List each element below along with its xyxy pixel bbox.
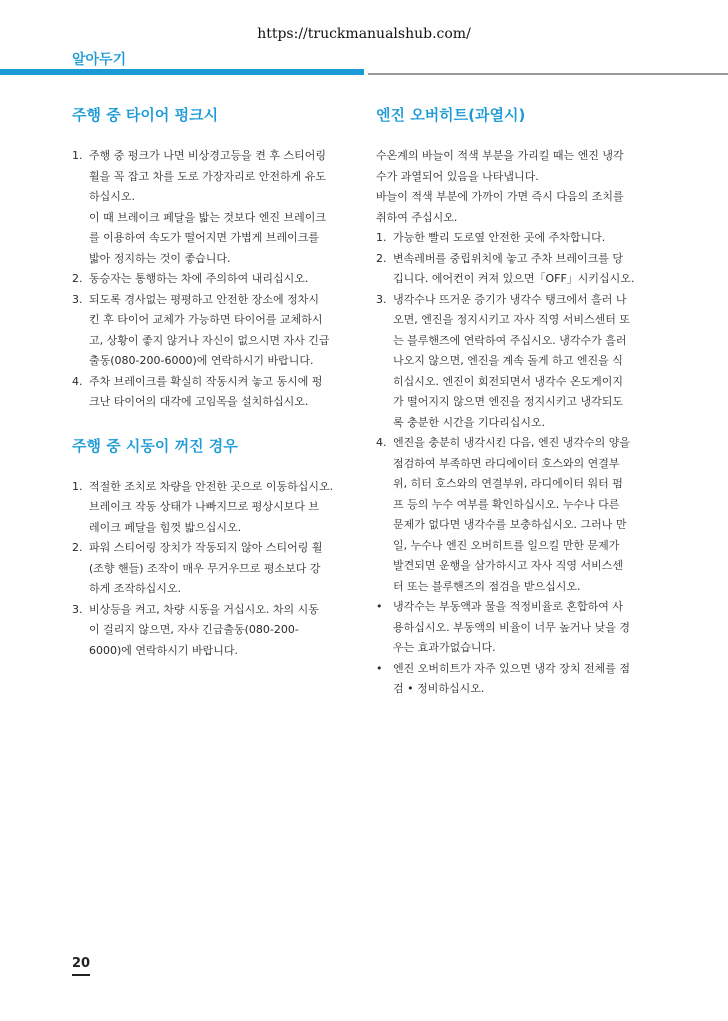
item-line: 가능한 빨리 도로옆 안전한 곳에 주차합니다. — [393, 231, 606, 244]
item-number: 1. — [72, 149, 83, 162]
list-item — [72, 538, 357, 600]
item-line: 비상등을 켜고, 차량 시동을 거십시오. 차의 시동 — [89, 602, 319, 616]
item-line: 하십시오. — [89, 190, 136, 203]
bullet-line: 냉각수는 부동액과 물을 적정비율로 혼합하여 사 — [393, 600, 624, 613]
item-line: 휠을 꼭 잡고 차를 도로 가장자리로 안전하게 유도 — [89, 169, 326, 183]
item-line: 가 떨어지지 않으면 엔진을 정지시키고 냉각되도 — [393, 395, 624, 408]
list-item — [376, 433, 661, 597]
item-line: 주행 중 펑크가 나면 비상경고등을 켠 후 스티어링 — [89, 149, 326, 162]
item-line: 오면, 엔진을 정지시키고 자사 직영 서비스센터 또 — [393, 313, 630, 326]
item-line: 적절한 조치로 차량을 안전한 곳으로 이동하십시오. — [89, 479, 334, 493]
list-item — [72, 269, 357, 290]
bullet-mark: • — [376, 661, 383, 675]
intro-line: 수온계의 바늘이 적색 부분을 가리킬 때는 엔진 냉각 — [376, 149, 624, 162]
engine-stall-list — [72, 477, 357, 662]
item-line: 를 이용하여 속도가 떨어지면 가볍게 브레이크를 — [89, 231, 320, 244]
item-line: 는 블루핸즈에 연락하여 주십시오. 냉각수가 흘러 — [393, 333, 627, 347]
item-number: 3. — [72, 602, 83, 616]
item-line: 크난 타이어의 대각에 고임목을 설치하십시오. — [89, 395, 309, 408]
tire-puncture-list — [72, 146, 357, 413]
page-number: 20 — [72, 956, 91, 971]
item-line: 레이크 페달을 힘껏 밟으십시오. — [89, 520, 242, 534]
item-number: 3. — [376, 292, 387, 306]
item-number: 2. — [72, 541, 83, 554]
item-number: 1. — [72, 479, 83, 493]
list-item — [72, 477, 357, 539]
item-line: 킨 후 타이어 교체가 가능하면 타이어를 교체하시 — [89, 313, 323, 326]
item-line: 변속레버를 중립위치에 놓고 주차 브레이크를 당 — [393, 251, 624, 265]
intro-line: 바늘이 적색 부분에 가까이 가면 즉시 다음의 조치를 — [376, 190, 624, 203]
left-column — [72, 104, 357, 661]
header-divider — [368, 73, 728, 75]
bullet-item — [376, 597, 661, 659]
item-line: 히십시오. 엔진이 회전되면서 냉각수 온도게이지 — [393, 374, 624, 388]
item-line: 깁니다. 에어컨이 켜져 있으면「OFF」시키십시오. — [393, 272, 635, 285]
item-line: 이 걸리지 않으면, 자사 긴급출동(080-200- — [89, 623, 299, 636]
item-number: 2. — [376, 251, 387, 265]
item-line: 발견되면 운행을 삼가하시고 자사 직영 서비스센 — [393, 559, 624, 572]
item-line: 파워 스티어링 장치가 작동되지 않아 스티어링 휠 — [89, 541, 323, 554]
item-number: 2. — [72, 272, 83, 285]
list-item — [72, 146, 357, 269]
chapter-tag: 알아두기 — [72, 52, 127, 68]
section-title-engine-stall: 주행 중 시동이 꺼진 경우 — [72, 436, 238, 455]
item-number: 4. — [72, 374, 83, 388]
section-title-engine-overheat: 엔진 오버히트(과열시) — [376, 106, 526, 124]
item-line: 밟아 정지하는 것이 좋습니다. — [89, 251, 231, 265]
source-url: https://truckmanualshub.com/ — [257, 26, 471, 42]
item-line: 엔진을 충분히 냉각시킨 다음, 엔진 냉각수의 양을 — [393, 436, 630, 449]
list-item — [72, 372, 357, 413]
item-line: 점검하여 부족하면 라디에이터 호스와의 연결부 — [393, 456, 620, 470]
bullet-line: 용하십시오. 부동액의 비율이 너무 높거나 낮을 경 — [393, 620, 630, 634]
item-line: 6000)에 연락하시기 바랍니다. — [89, 643, 239, 657]
bullet-mark: • — [376, 600, 383, 613]
item-line: 냉각수나 뜨거운 증기가 냉각수 탱크에서 흘러 나 — [393, 292, 627, 306]
item-number: 4. — [376, 436, 387, 449]
bullet-line: 엔진 오버히트가 자주 있으면 냉각 장치 전체를 점 — [393, 661, 630, 675]
intro-line: 취하여 주십시오. — [376, 210, 458, 224]
header-accent-bar — [0, 69, 364, 75]
item-line: 되도록 경사없는 평평하고 안전한 장소에 정차시 — [89, 292, 320, 306]
overheat-steps-list — [376, 228, 661, 597]
item-line: 브레이크 작동 상태가 나빠지므로 평상시보다 브 — [89, 500, 320, 513]
bullet-item — [376, 659, 661, 700]
item-number: 1. — [376, 231, 387, 244]
item-line: 고, 상황이 좋지 않거나 자신이 없으시면 자사 긴급 — [89, 333, 330, 347]
item-line: (조향 핸들) 조작이 매우 무거우므로 평소보다 강 — [89, 561, 321, 575]
page-number-underline — [72, 974, 90, 976]
item-line: 이 때 브레이크 페달을 밟는 것보다 엔진 브레이크 — [89, 210, 326, 224]
section-title-tire-puncture: 주행 중 타이어 펑크시 — [72, 106, 219, 124]
item-line: 출동(080-200-6000)에 연락하시기 바랍니다. — [89, 354, 314, 367]
list-item — [376, 249, 661, 290]
right-column — [376, 104, 661, 700]
overheat-notes-list — [376, 597, 661, 700]
item-line: 프 등의 누수 여부를 확인하십시오. 누수나 다른 — [393, 497, 620, 511]
item-line: 동승자는 통행하는 차에 주의하여 내리십시오. — [89, 272, 309, 285]
list-item — [376, 290, 661, 434]
item-number: 3. — [72, 292, 83, 306]
item-line: 록 충분한 시간을 기다리십시오. — [393, 415, 546, 429]
intro-paragraph — [376, 146, 661, 228]
item-line: 위, 히터 호스와의 연결부위, 라디에이터 워터 펌 — [393, 477, 623, 490]
item-line: 일, 누수나 엔진 오버히트를 일으킬 만한 문제가 — [393, 538, 620, 552]
item-line: 터 또는 블루핸즈의 점검을 받으십시오. — [393, 579, 581, 593]
item-line: 나오지 않으면, 엔진을 계속 돌게 하고 엔진을 식 — [393, 354, 623, 367]
list-item — [376, 228, 661, 249]
list-item — [72, 600, 357, 662]
intro-line: 수가 과열되어 있음을 나타냅니다. — [376, 169, 539, 183]
item-line: 문제가 없다면 냉각수를 보충하십시오. 그러나 만 — [393, 518, 627, 531]
bullet-line: 우는 효과가없습니다. — [393, 641, 496, 654]
bullet-line: 검 • 정비하십시오. — [393, 682, 485, 695]
item-line: 하게 조작하십시오. — [89, 582, 182, 595]
list-item — [72, 290, 357, 372]
item-line: 주차 브레이크를 확실히 작동시켜 놓고 동시에 펑 — [89, 374, 323, 388]
